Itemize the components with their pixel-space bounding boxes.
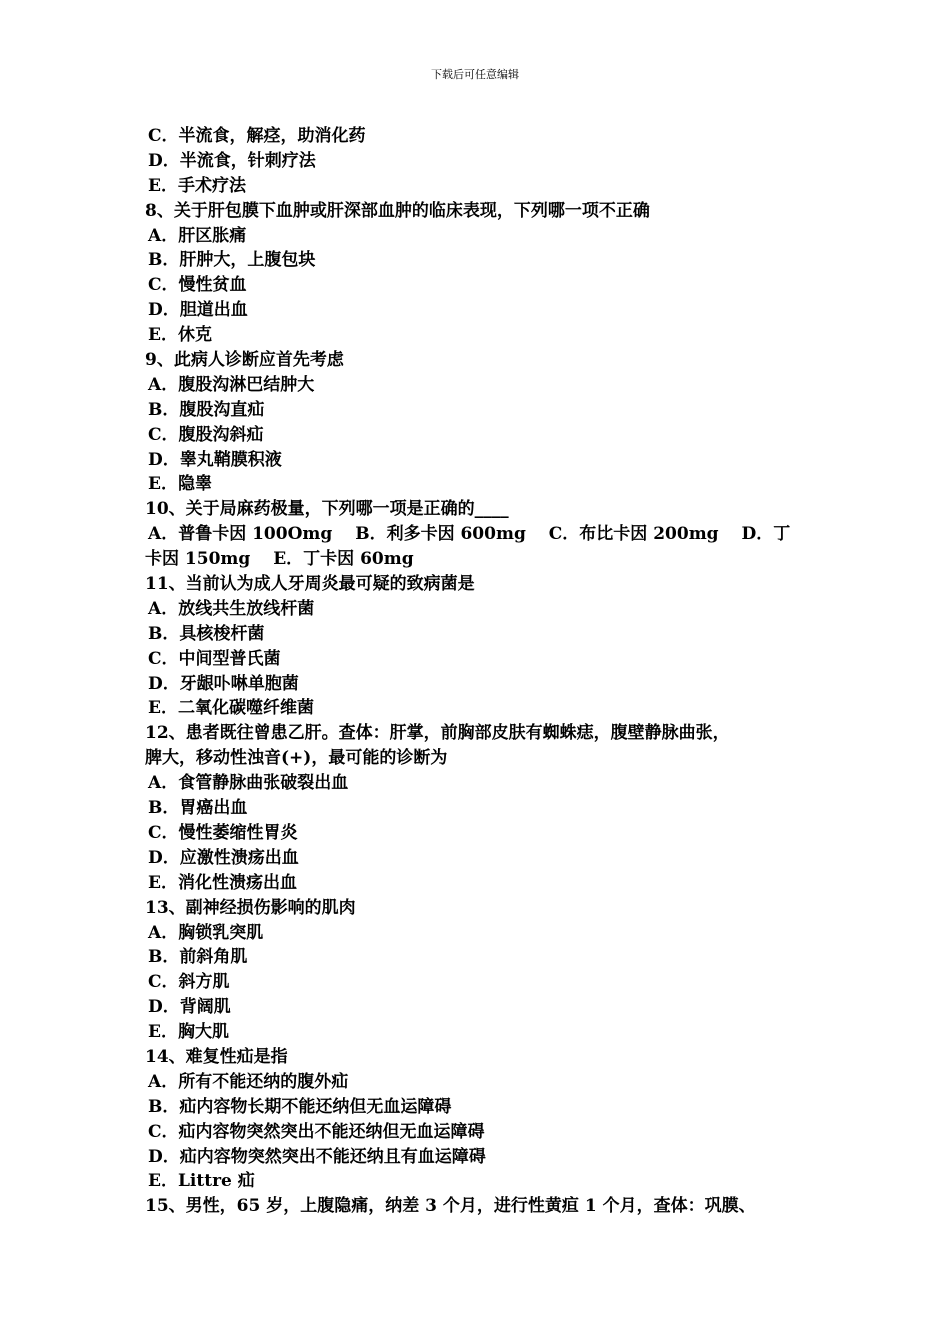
question-text: 卡因 150mg E．丁卡因 60mg <box>145 549 414 570</box>
answer-option: C．半流食，解痉，助消化药 <box>148 126 366 146</box>
question-text: 15、男性，65 岁，上腹隐痛，纳差 3 个月，进行性黄疸 1 个月，查体：巩膜、 <box>145 1196 756 1217</box>
answer-option: C．斜方肌 <box>148 972 230 993</box>
answer-option: D．疝内容物突然突出不能还纳且有血运障碍 <box>148 1146 486 1167</box>
question-text: 10、关于局麻药极量，下列哪一项是正确的____ <box>145 499 509 520</box>
answer-option: A．放线共生放线杆菌 <box>148 598 315 619</box>
answer-option: C．疝内容物突然突出不能还纳但无血运障碍 <box>148 1121 485 1142</box>
answer-option: E．手术疗法 <box>148 175 246 196</box>
answer-option: B．具核梭杆菌 <box>148 623 265 644</box>
answer-option: A．腹股沟淋巴结肿大 <box>148 374 315 395</box>
question-text: 13、副神经损伤影响的肌肉 <box>145 897 356 918</box>
answer-option: C．腹股沟斜疝 <box>148 424 264 445</box>
answer-option: B．疝内容物长期不能还纳但无血运障碍 <box>148 1096 452 1117</box>
answer-option: D．牙龈卟啉单胞菌 <box>148 673 299 694</box>
answer-option: E．消化性溃疡出血 <box>148 872 297 893</box>
answer-option: A．胸锁乳突肌 <box>148 922 264 943</box>
answer-option: A．食管静脉曲张破裂出血 <box>148 773 349 794</box>
answer-option: A．普鲁卡因 100Omg B．利多卡因 600mg C．布比卡因 200mg D．丁 <box>148 524 791 545</box>
answer-option: E．胸大肌 <box>148 1022 229 1043</box>
answer-option: D．睾丸鞘膜积液 <box>148 449 282 470</box>
question-text: 9、此病人诊断应首先考虑 <box>145 350 344 371</box>
answer-option: D．应激性溃疡出血 <box>148 847 299 868</box>
answer-option: E．隐睾 <box>148 474 212 495</box>
question-text: 14、难复性疝是指 <box>145 1046 288 1067</box>
answer-option: B．腹股沟直疝 <box>148 399 265 420</box>
answer-option: A．所有不能还纳的腹外疝 <box>148 1071 349 1092</box>
question-text: 11、当前认为成人牙周炎最可疑的致病菌是 <box>145 574 475 595</box>
answer-option: C．慢性贫血 <box>148 275 247 296</box>
question-text: 8、关于肝包膜下血肿或肝深部血肿的临床表现，下列哪一项不正确 <box>145 200 650 221</box>
answer-option: D．半流食，针刺疗法 <box>148 150 316 171</box>
answer-option: E．休克 <box>148 325 212 346</box>
answer-option: C．中间型普氏菌 <box>148 648 281 669</box>
answer-option: E．Littre 疝 <box>148 1171 255 1192</box>
answer-option: B．胃癌出血 <box>148 798 248 819</box>
answer-option: E．二氧化碳噬纤维菌 <box>148 698 314 719</box>
page-header: 下载后可任意编辑 <box>431 68 519 81</box>
answer-option: A．肝区胀痛 <box>148 225 247 246</box>
answer-option: D．背阔肌 <box>148 997 231 1018</box>
question-text: 12、患者既往曾患乙肝。查体：肝掌，前胸部皮肤有蜘蛛痣，腹壁静脉曲张， <box>145 723 730 744</box>
answer-option: D．胆道出血 <box>148 300 248 321</box>
answer-option: C．慢性萎缩性胃炎 <box>148 822 298 843</box>
answer-option: B．肝肿大，上腹包块 <box>148 250 316 271</box>
question-text: 脾大，移动性浊音(+)，最可能的诊断为 <box>145 748 448 769</box>
document-body <box>145 124 810 1219</box>
answer-option: B．前斜角肌 <box>148 947 248 968</box>
